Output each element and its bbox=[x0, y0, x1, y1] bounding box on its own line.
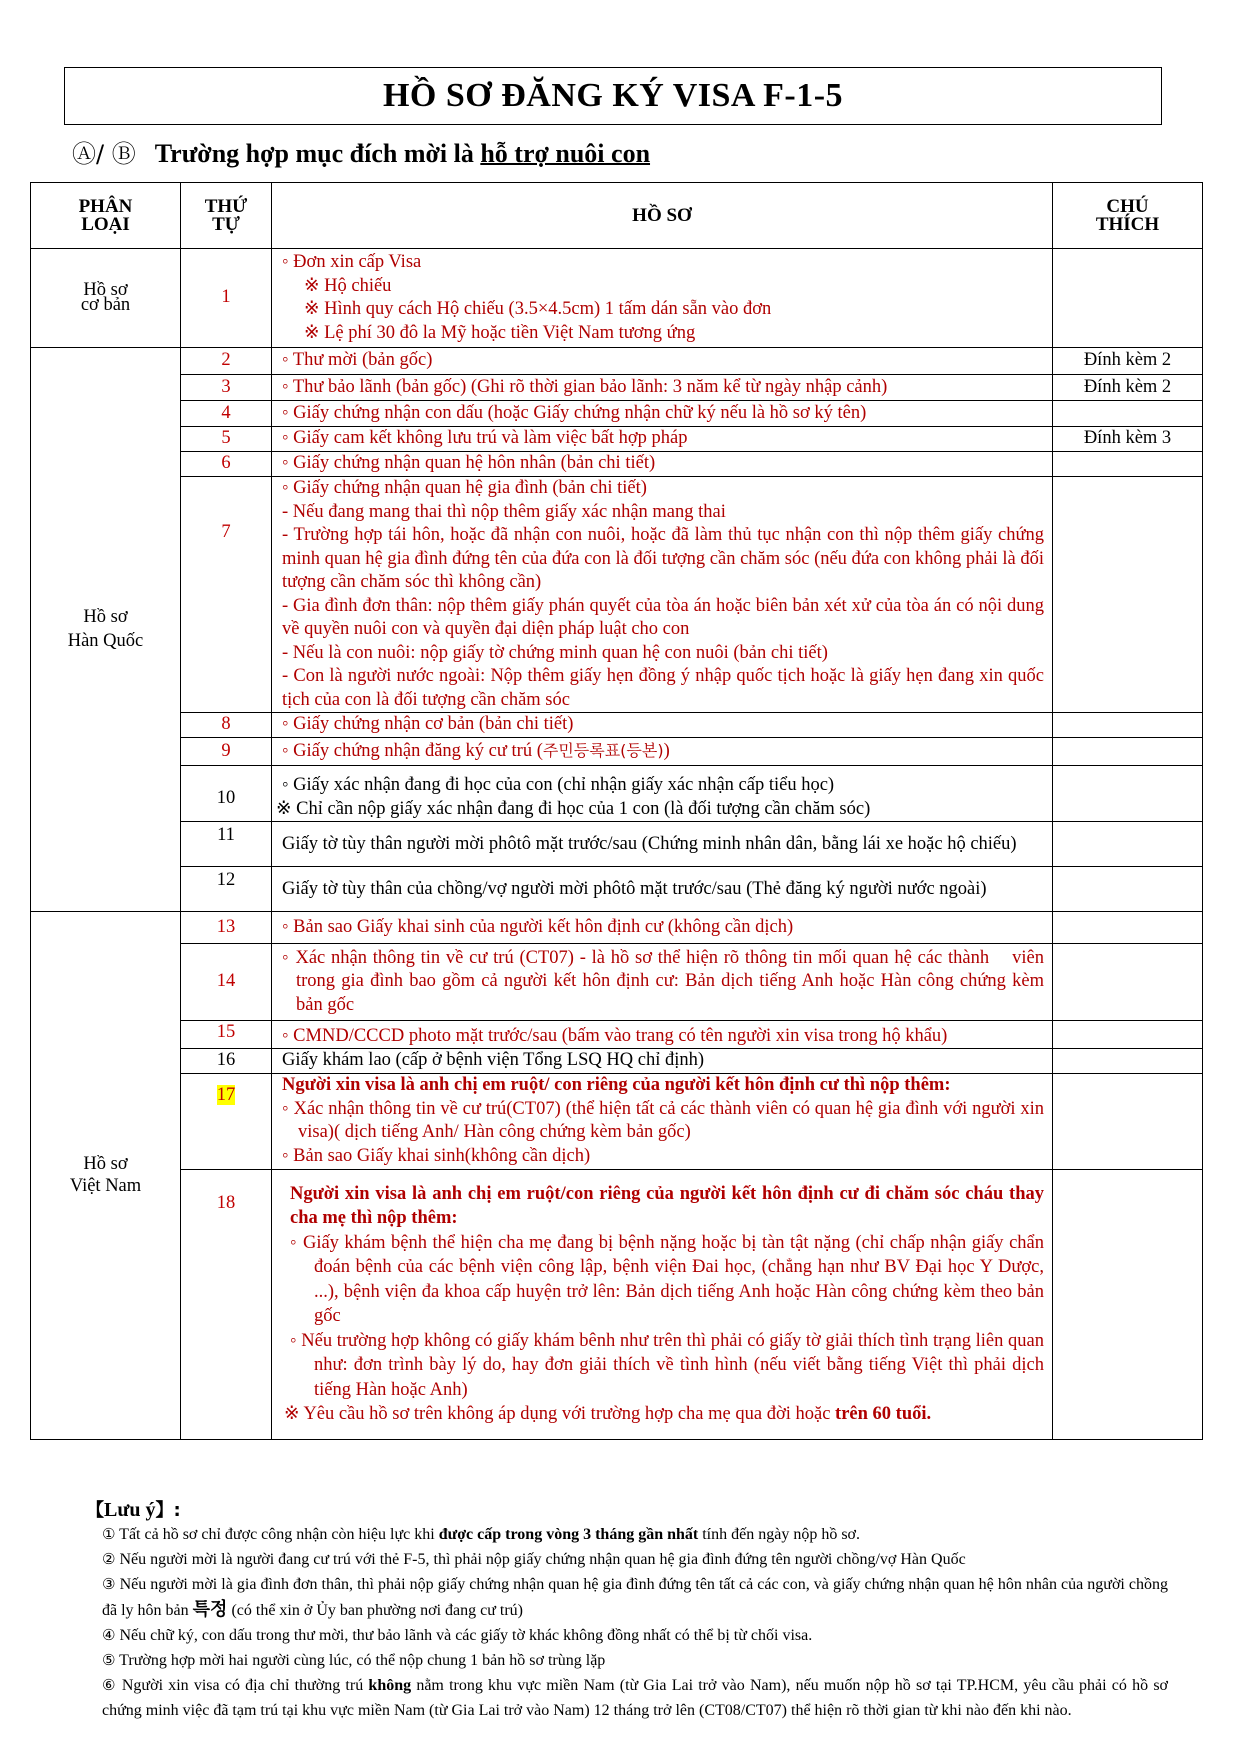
note-marker: ⑤ bbox=[102, 1651, 116, 1669]
row-note bbox=[1053, 912, 1203, 944]
row-number: 11 bbox=[181, 822, 272, 867]
highlighted-number: 17 bbox=[216, 1084, 236, 1105]
row-note bbox=[1053, 1073, 1203, 1169]
category-label: Việt Nam bbox=[69, 1176, 142, 1197]
row-documents bbox=[272, 1021, 1053, 1049]
row-number: 5 bbox=[181, 427, 272, 452]
row-number: 2 bbox=[181, 348, 272, 375]
row-documents bbox=[272, 713, 1053, 738]
note-marker: ③ bbox=[102, 1575, 116, 1593]
note-marker: ① bbox=[102, 1525, 116, 1543]
row-number: 1 bbox=[181, 249, 272, 348]
doc-line: ※ Hộ chiếu bbox=[304, 275, 392, 296]
doc-line: Giấy tờ tùy thân người mời phôtô mặt trước/sau (Chứng minh nhân dân, bằng lái xe hoặc hộ chiếu) bbox=[282, 833, 1017, 854]
doc-line: - Nếu là con nuôi: nộp giấy tờ chứng minh quan hệ con nuôi (bản chi tiết) bbox=[282, 642, 828, 663]
table-row bbox=[31, 452, 1203, 477]
doc-line: ◦ Giấy chứng nhận cơ bản (bản chi tiết) bbox=[282, 714, 574, 735]
subtitle-prefix: Trường hợp mục đích mời là bbox=[154, 139, 481, 168]
row-documents bbox=[272, 822, 1053, 867]
note-item bbox=[88, 1673, 1208, 1723]
row-number: 9 bbox=[181, 738, 272, 766]
header-documents: HỒ SƠ bbox=[272, 183, 1053, 249]
row-documents bbox=[272, 249, 1053, 348]
bracket-open: 【 bbox=[86, 1500, 104, 1521]
row-note bbox=[1053, 766, 1203, 822]
doc-line: - Nếu đang mang thai thì nộp thêm giấy xác nhận mang thai bbox=[282, 501, 726, 522]
notes-title bbox=[86, 1496, 1206, 1522]
table-row bbox=[31, 1169, 1203, 1439]
doc-line: ◦ Giấy cam kết không lưu trú và làm việc bất hợp pháp bbox=[282, 428, 688, 449]
table-row bbox=[31, 375, 1203, 401]
note-item bbox=[88, 1572, 1208, 1623]
row-documents bbox=[272, 1049, 1053, 1074]
subtitle-underlined: hỗ trợ nuôi con bbox=[480, 139, 651, 168]
note-marker: ④ bbox=[102, 1626, 116, 1644]
row-number: 15 bbox=[181, 1021, 272, 1049]
row-note bbox=[1053, 713, 1203, 738]
note-item bbox=[88, 1623, 1208, 1648]
note-item bbox=[88, 1547, 1208, 1572]
subtitle-markers: Ⓐ/ Ⓑ bbox=[72, 140, 136, 168]
row-documents bbox=[272, 912, 1053, 944]
note-marker: ② bbox=[102, 1550, 116, 1568]
note-text: (có thể xin ở Ủy ban phường nơi đang cư trú) bbox=[227, 1602, 523, 1619]
row-documents bbox=[272, 401, 1053, 427]
category-label: Hồ sơ bbox=[83, 279, 128, 300]
row-documents bbox=[272, 452, 1053, 477]
doc-line: Người xin visa là anh chị em ruột/ con riêng của người kết hôn định cư thì nộp thêm: bbox=[282, 1075, 951, 1095]
table-row bbox=[31, 713, 1203, 738]
row-documents bbox=[272, 477, 1053, 713]
note-item bbox=[88, 1522, 1208, 1547]
korean-text: 주민등록표(등본) bbox=[542, 741, 664, 761]
table-row bbox=[31, 401, 1203, 427]
doc-line: ◦ Xác nhận thông tin về cư trú (CT07) - là hồ sơ thể hiện rõ thông tin mối quan hệ các thành viên trong gia đình bao gồm cả người kết hôn định cư: Bản dịch tiếng Anh hoặc Hàn công chứng kèm bản gốc bbox=[282, 947, 1049, 1015]
category-label: cơ bản bbox=[80, 295, 131, 315]
row-note: Đính kèm 3 bbox=[1053, 427, 1203, 452]
table-row bbox=[31, 822, 1203, 867]
row-note: Đính kèm 2 bbox=[1053, 348, 1203, 375]
row-documents bbox=[272, 427, 1053, 452]
doc-line: ◦ Bản sao Giấy khai sinh của người kết hôn định cư (không cần dịch) bbox=[282, 916, 794, 937]
doc-line: - Gia đình đơn thân: nộp thêm giấy phán quyết của tòa án hoặc biên bản xét xử của tòa án có nội dung về quyền nuôi con và quyền đại diện pháp luật cho con bbox=[282, 595, 1044, 639]
doc-line: ◦ Bản sao Giấy khai sinh(không cần dịch) bbox=[282, 1145, 591, 1166]
table-row bbox=[31, 738, 1203, 766]
row-note bbox=[1053, 944, 1203, 1021]
category-vietnam bbox=[31, 912, 181, 1440]
title-box bbox=[64, 67, 1162, 125]
row-note bbox=[1053, 738, 1203, 766]
note-text: Nếu người mời là gia đình đơn thân, thì phải nộp giấy chứng nhận quan hệ gia đình đứng tên tất cả các con, và giấy chứng nhận quan hệ hôn nhân của người chồng đã ly hôn bản bbox=[102, 1576, 1169, 1619]
doc-line: ◦ Giấy chứng nhận đăng ký cư trú ( bbox=[282, 741, 543, 762]
header-category: PHÂN LOẠI bbox=[31, 183, 181, 249]
row-documents bbox=[272, 867, 1053, 912]
page-title: HỒ SƠ ĐĂNG KÝ VISA F-1-5 bbox=[382, 77, 844, 114]
doc-line: ◦ Đơn xin cấp Visa bbox=[282, 252, 422, 272]
doc-line: ※ Yêu cầu hồ sơ trên không áp dụng với trường hợp cha mẹ qua đời hoặc bbox=[284, 1404, 836, 1424]
doc-line: ※ Chỉ cần nộp giấy xác nhận đang đi học của 1 con (là đối tượng cần chăm sóc) bbox=[276, 798, 871, 819]
table-row bbox=[31, 766, 1203, 822]
korean-text: 특정 bbox=[192, 1599, 228, 1620]
category-label: Hồ sơ bbox=[83, 607, 128, 627]
table-row bbox=[31, 348, 1203, 375]
table-row bbox=[31, 912, 1203, 944]
doc-line: ◦ CMND/CCCD photo mặt trước/sau (bấm vào trang có tên người xin visa trong hộ khẩu) bbox=[282, 1025, 948, 1046]
doc-line: ◦ Nếu trường hợp không có giấy khám bênh như trên thì phải có giấy tờ giải thích tình trạng liên quan như: đơn trình bày lý do, hay đơn giải thích về tình hình (nếu viết bằng tiếng Việt thì phải dịch tiếng Hàn hoặc Anh) bbox=[290, 1330, 1044, 1400]
category-label: Hồ sơ bbox=[83, 1154, 128, 1175]
doc-line: ※ Lệ phí 30 đô la Mỹ hoặc tiền Việt Nam tương ứng bbox=[304, 322, 696, 343]
table-row bbox=[31, 1073, 1203, 1169]
category-basic bbox=[31, 249, 181, 348]
row-note bbox=[1053, 1021, 1203, 1049]
row-number: 6 bbox=[181, 452, 272, 477]
row-note bbox=[1053, 401, 1203, 427]
doc-line: ◦ Giấy chứng nhận quan hệ hôn nhân (bản chi tiết) bbox=[282, 453, 656, 474]
row-note bbox=[1053, 822, 1203, 867]
row-number: 8 bbox=[181, 713, 272, 738]
row-documents bbox=[272, 944, 1053, 1021]
header-order: THỨ TỰ bbox=[181, 183, 272, 249]
doc-line: ◦ Xác nhận thông tin về cư trú(CT07) (thể hiện tất cả các thành viên có quan hệ gia đình với người xin visa)( dịch tiếng Anh/ Hàn công chứng kèm bản gốc) bbox=[282, 1098, 1044, 1142]
doc-line: ◦ Giấy chứng nhận con dấu (hoặc Giấy chứng nhận chữ ký nếu là hồ sơ ký tên) bbox=[282, 402, 867, 423]
row-number: 10 bbox=[181, 766, 272, 822]
row-note bbox=[1053, 1049, 1203, 1074]
table-row bbox=[31, 944, 1203, 1021]
doc-line-bold: trên 60 tuổi. bbox=[835, 1404, 932, 1424]
note-item bbox=[88, 1648, 1208, 1673]
row-number: 3 bbox=[181, 375, 272, 401]
row-number: 14 bbox=[181, 944, 272, 1021]
doc-line: ◦ Giấy xác nhận đang đi học của con (chỉ nhận giấy xác nhận cấp tiểu học) bbox=[282, 775, 835, 795]
row-number: 13 bbox=[181, 912, 272, 944]
row-documents bbox=[272, 1073, 1053, 1169]
subtitle bbox=[72, 134, 650, 169]
table-row bbox=[31, 1049, 1203, 1074]
header-notes: CHÚ THÍCH bbox=[1053, 183, 1203, 249]
table-row bbox=[31, 1021, 1203, 1049]
note-text: Nếu người mời là người đang cư trú với thẻ F-5, thì phải nộp giấy chứng nhận quan hệ gia đình đứng tên người chồng/vợ Hàn Quốc bbox=[119, 1551, 966, 1568]
doc-line: Giấy khám lao (cấp ở bệnh viện Tổng LSQ HQ chỉ định) bbox=[282, 1050, 705, 1070]
documents-table bbox=[30, 182, 1203, 1440]
row-number: 16 bbox=[181, 1049, 272, 1074]
note-text-bold: được cấp trong vòng 3 tháng gần nhất bbox=[438, 1526, 699, 1543]
category-label: Hàn Quốc bbox=[67, 630, 144, 651]
table-row bbox=[31, 867, 1203, 912]
note-text: Người xin visa có địa chỉ thường trú bbox=[121, 1677, 369, 1694]
category-korea bbox=[31, 348, 181, 912]
row-number: 4 bbox=[181, 401, 272, 427]
doc-line: ◦ Giấy chứng nhận quan hệ gia đình (bản chi tiết) bbox=[282, 478, 647, 498]
note-text: Tất cả hồ sơ chỉ được công nhận còn hiệu lực khi bbox=[119, 1526, 439, 1543]
doc-line: Giấy tờ tùy thân của chồng/vợ người mời phôtô mặt trước/sau (Thẻ đăng ký người nước ngoài) bbox=[282, 878, 987, 899]
table-row bbox=[31, 427, 1203, 452]
note-text: tính đến ngày nộp hồ sơ. bbox=[698, 1526, 861, 1543]
doc-line: ◦ Thư mời (bản gốc) bbox=[282, 350, 433, 371]
table-header-row bbox=[31, 183, 1203, 249]
table-row bbox=[31, 249, 1203, 348]
doc-line: ) bbox=[663, 741, 670, 762]
row-note: Đính kèm 2 bbox=[1053, 375, 1203, 401]
row-note bbox=[1053, 452, 1203, 477]
doc-line: Người xin visa là anh chị em ruột/con riêng của người kết hôn định cư đi chăm sóc cháu thay cha mẹ thì nộp thêm: bbox=[290, 1183, 1044, 1228]
note-text: Trường hợp mời hai người cùng lúc, có thể nộp chung 1 bản hồ sơ trùng lặp bbox=[119, 1652, 606, 1669]
row-number: 18 bbox=[181, 1169, 272, 1439]
row-number: 7 bbox=[181, 477, 272, 713]
row-note bbox=[1053, 249, 1203, 348]
notes-section bbox=[88, 1496, 1208, 1723]
doc-line: ◦ Thư bảo lãnh (bản gốc) (Ghi rõ thời gian bảo lãnh: 3 năm kể từ ngày nhập cảnh) bbox=[282, 376, 888, 397]
row-note bbox=[1053, 477, 1203, 713]
row-documents bbox=[272, 375, 1053, 401]
row-note bbox=[1053, 1169, 1203, 1439]
row-number bbox=[181, 1073, 272, 1169]
doc-line: - Con là người nước ngoài: Nộp thêm giấy hẹn đồng ý nhập quốc tịch hoặc là giấy hẹn đang xin quốc tịch của con là đối tượng cần chăm sóc bbox=[282, 666, 1044, 710]
table-row bbox=[31, 477, 1203, 713]
row-note bbox=[1053, 867, 1203, 912]
row-documents bbox=[272, 348, 1053, 375]
note-marker: ⑥ bbox=[102, 1676, 117, 1694]
row-documents bbox=[272, 1169, 1053, 1439]
row-documents bbox=[272, 766, 1053, 822]
note-text-bold: không bbox=[368, 1677, 412, 1694]
doc-line: ※ Hình quy cách Hộ chiếu (3.5×4.5cm) 1 tấm dán sẵn vào đơn bbox=[304, 299, 772, 319]
bracket-close: 】: bbox=[155, 1500, 181, 1521]
notes-heading: Lưu ý bbox=[104, 1499, 156, 1521]
row-number: 12 bbox=[181, 867, 272, 912]
doc-line: ◦ Giấy khám bệnh thể hiện cha mẹ đang bị bệnh nặng hoặc bị tàn tật nặng (chỉ chấp nhận giấy chẩn đoán bệnh của các bệnh viện công lập, bệnh viện Đai học, (chẳng hạn như BV Đại học Y Dược, ...), bệnh viện đa khoa cấp huyện trở lên: Bản dịch tiếng Anh hoặc Hàn công chứng kèm theo bản gốc bbox=[290, 1232, 1044, 1326]
doc-line: - Trường hợp tái hôn, hoặc đã nhận con nuôi, hoặc đã làm thủ tục nhận con thì nộp thêm giấy chứng minh quan hệ gia đình đứng tên của đứa con là đối tượng cần chăm sóc (nếu đứa con không phải là đối tượng cần chăm sóc thì không cần) bbox=[282, 525, 1044, 592]
note-text: nằm trong khu vực miền Nam (từ Gia Lai trở vào Nam), nếu muốn nộp hồ sơ tại TP.HCM, yêu cầu phải có hồ sơ chứng minh việc đã tạm trú tại khu vực miền Nam (từ Gia Lai trở vào Nam) 12 tháng trở lên (CT08/CT07) thể hiện rõ thời gian từ khi nào đến khi nào. bbox=[102, 1677, 1169, 1719]
note-text: Nếu chữ ký, con dấu trong thư mời, thư bảo lãnh và các giấy tờ khác không đồng nhất có thể bị từ chối visa. bbox=[119, 1627, 813, 1644]
row-documents bbox=[272, 738, 1053, 766]
